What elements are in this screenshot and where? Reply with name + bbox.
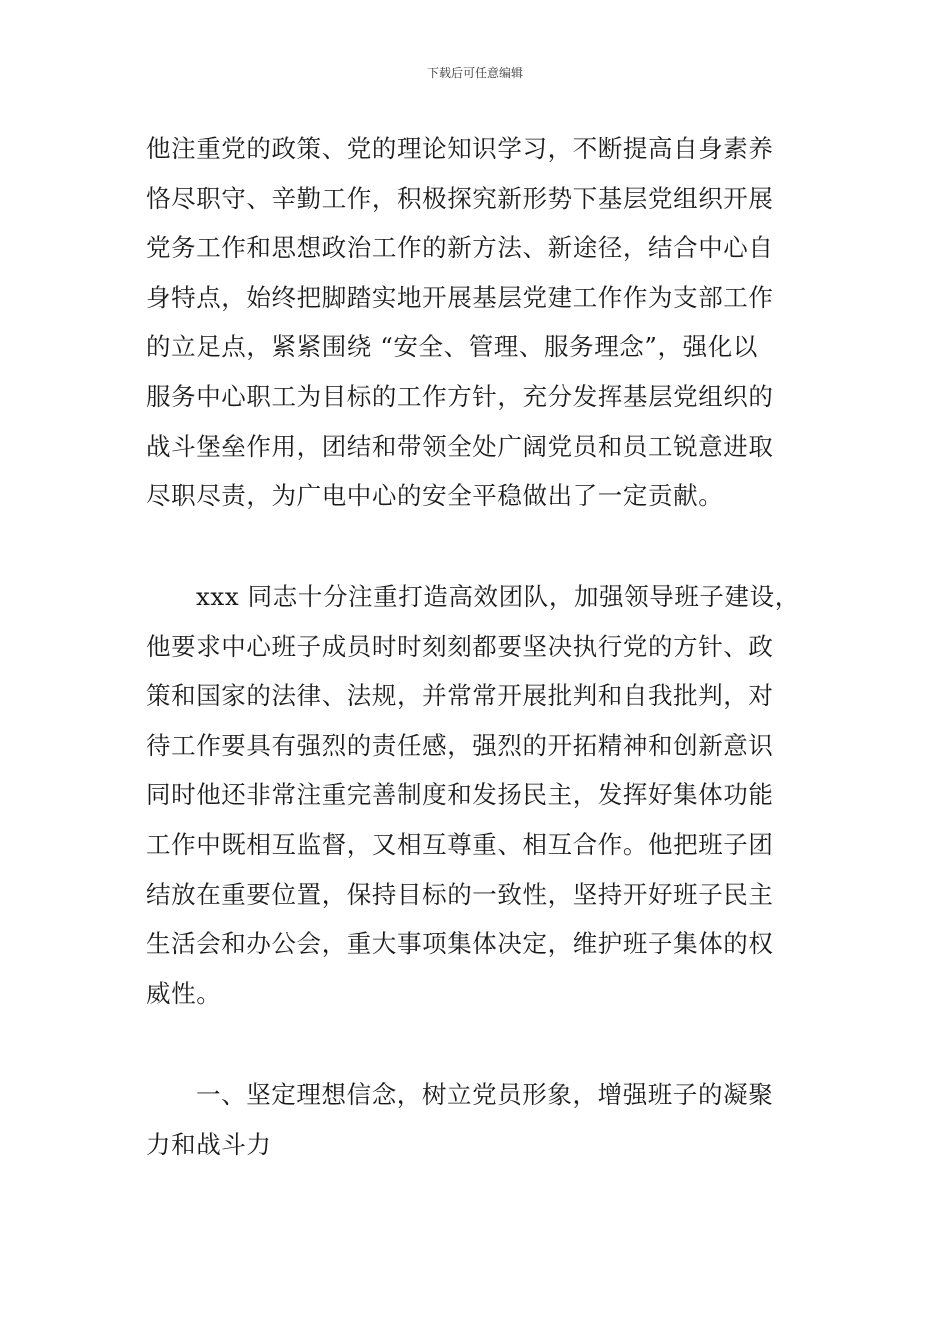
section-heading-ideals: [146, 1070, 810, 1169]
paragraph-team-building: [146, 572, 810, 1018]
text-line: 策和国家的法律、法规，并常常开展批判和自我批判，对: [146, 681, 774, 711]
text-line: 待工作要具有强烈的责任感，强烈的开拓精神和创新意识: [146, 730, 774, 760]
text-line: xxx 同志十分注重打造高效团队，加强领导班子建设，: [196, 582, 800, 611]
text-line: 战斗堡垒作用，团结和带领全处广阔党员和员工锐意进取: [146, 431, 774, 461]
text-line: 力和战斗力: [146, 1129, 272, 1159]
text-line: 服务中心职工为目标的工作方针，充分发挥基层党组织的: [146, 381, 774, 411]
paragraph-party-study: [146, 124, 810, 521]
text-line: 恪尽职守、辛勤工作，积极探究新形势下基层党组织开展: [146, 183, 774, 213]
text-line: 一、坚定理想信念，树立党员形象，增强班子的凝聚: [196, 1080, 774, 1109]
page-header: 下载后可任意编辑: [426, 66, 523, 80]
text-line: 生活会和办公会，重大事项集体决定，维护班子集体的权: [146, 929, 774, 959]
text-line: 党务工作和思想政治工作的新方法、新途径，结合中心自: [146, 233, 774, 263]
text-line: 结放在重要位置，保持目标的一致性，坚持开好班子民主: [146, 879, 774, 909]
text-line: 他注重党的政策、党的理论知识学习，不断提高自身素养: [146, 134, 774, 163]
text-line: 尽职尽责，为广电中心的安全平稳做出了一定贡献。: [146, 481, 724, 511]
text-line: 的立足点，紧紧围绕 “安全、管理、服务理念”，强化以: [146, 332, 758, 362]
text-line: 工作中既相互监督，又相互尊重、相互合作。他把班子团: [146, 829, 774, 859]
text-line: 他要求中心班子成员时时刻刻都要坚决执行党的方针、政: [146, 631, 774, 661]
text-line: 身特点，始终把脚踏实地开展基层党建工作作为支部工作: [146, 282, 774, 312]
text-line: 威性。: [146, 978, 222, 1008]
text-line: 同时他还非常注重完善制度和发扬民主，发挥好集体功能: [146, 780, 774, 810]
